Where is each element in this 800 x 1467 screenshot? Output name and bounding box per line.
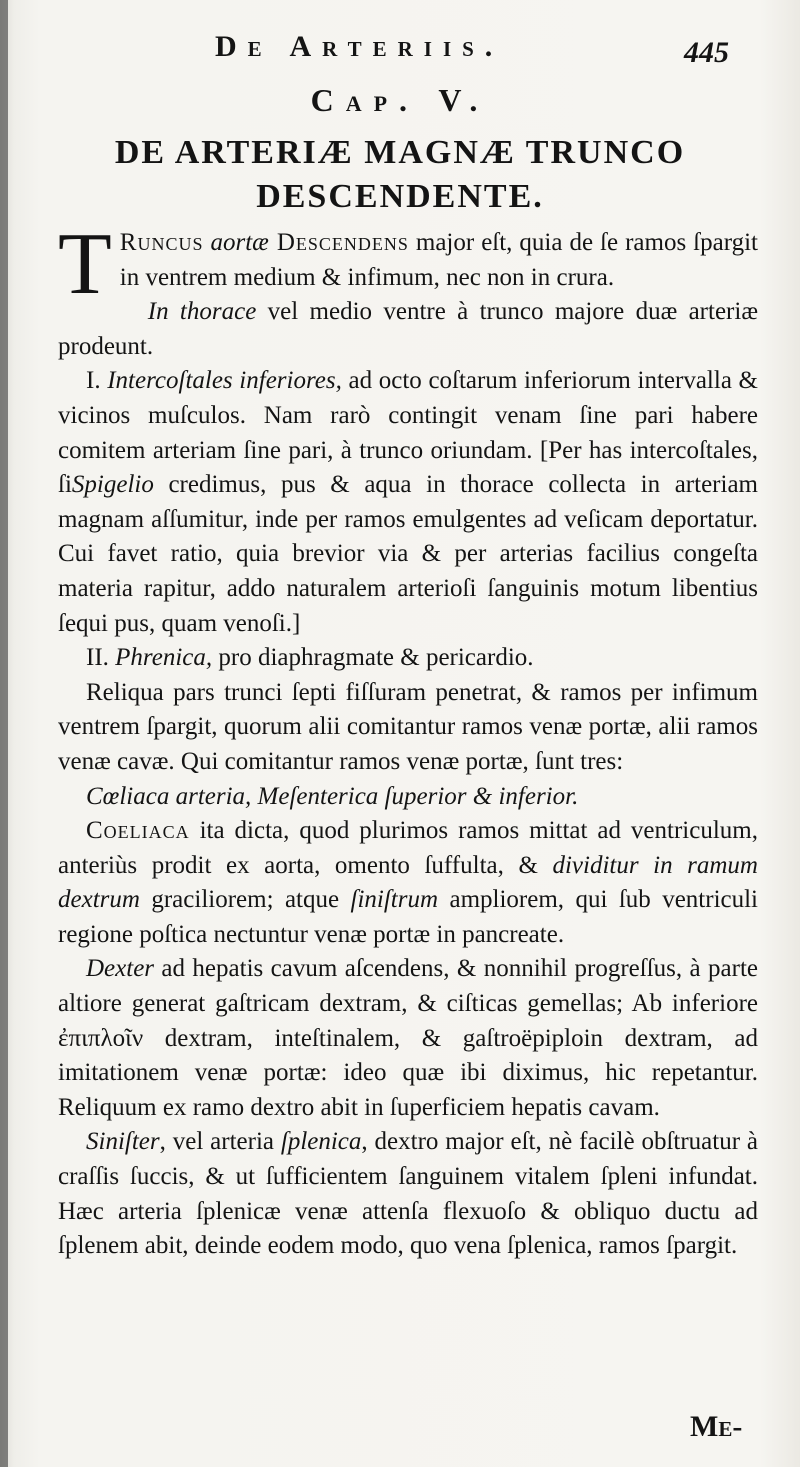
p4-text: pro diaphragmate & pericardio. (212, 644, 534, 672)
p7-italic: dividitur in ramum dextrum (58, 851, 758, 914)
catchword: Me- (690, 1410, 743, 1443)
p8-italic: Dexter (86, 955, 155, 983)
p8-text: ad hepatis cavum aſcendens, & nonnihil progreſſus, à parte altiore generat gaſtricam dextram, & ciſticas gemellas; Ab inferiore (58, 955, 758, 1018)
chapter-title-line-2: DESCENDENTE. (256, 178, 544, 215)
p7-italic-2: ſiniſtrum (339, 886, 439, 914)
p7-smallcaps: Coeliaca (86, 817, 190, 845)
p8-greek: ἐπιπλοῖν (58, 1024, 144, 1052)
paragraph-3 (58, 364, 758, 641)
p1-text: major eſt, quia de ſe ramos ſpargit in ventrem medium & infimum, nec non in crura. (119, 229, 758, 291)
paragraph-8 (58, 952, 758, 1125)
paragraph-4 (58, 641, 758, 676)
p3-italic: Intercoſtales inferiores, (100, 367, 342, 395)
p9-text: , vel arteria (159, 1128, 274, 1156)
running-head: De Arteriis. (215, 30, 504, 63)
paragraph-7 (58, 814, 758, 952)
p2-italic: In thorace (147, 298, 257, 326)
chapter-title-line-1: DE ARTERIÆ MAGNÆ TRUNCO (114, 134, 686, 171)
paragraph-2 (58, 295, 758, 364)
p7-text-2: graciliorem; atque (139, 886, 340, 914)
paragraph-9 (58, 1125, 758, 1263)
body-text (58, 216, 759, 1264)
p3-text-2: credimus, pus & aqua in thorace collecta in arteriam magnam aſſumitur, inde per ramos emulgentes ad veſicam deportatur. Cui favet ratio, quia brevior via & per arterias facilius congeſta materia rapitur, addo naturalem arterioſi ſanguinis motum libentius ſequi pus, quam venoſi.] (58, 471, 758, 637)
paragraph-5 (58, 676, 758, 780)
p3-text: ad octo coſtarum inferiorum intervalla & vicinos muſculos. Nam rarò contingit venam ſine pari habere comitem arteriam ſine pari, à trunco oriundam. [Per has intercoſtales, ſi (58, 367, 759, 499)
p7-text: ita dicta, quod plurimos ramos mittat ad ventriculum, anteriùs prodit ex aorta, omento ſuffulta, & (58, 817, 758, 879)
paragraph-6 (58, 780, 758, 815)
page-gutter (0, 0, 8, 1467)
p4-number: II. (86, 644, 109, 672)
p1-smallcaps: Descendens (268, 229, 409, 256)
p7-text-3: ampliorem, qui ſub ventriculi regione poſtica nectuntur venæ portæ in pancreate. (58, 886, 759, 948)
p5-text: Reliqua pars trunci ſepti fiſſuram penetrat, & ramos per infimum ventrem ſpargit, quorum alii comitantur ramos venæ portæ, alii ramos venæ cavæ. Qui comitantur ramos venæ portæ, ſunt tres: (58, 678, 758, 775)
p1-italic: aortæ (203, 229, 269, 256)
p1-lead: Runcus (119, 229, 204, 256)
p9-italic-2: ſplenica (274, 1128, 362, 1156)
chapter-label: Cap. V. (310, 82, 490, 118)
p3-italic-2: Spigelio (71, 471, 154, 499)
page-number: 445 (684, 36, 729, 69)
p8-text-2: dextram, inteſtinalem, & gaſtroëpiploin dextram, ad imitationem venæ portæ: ideo quæ ibi diximus, hic repetantur. Reliquum ex ramo dextro abit in ſuperficiem hepatis cavam. (58, 1024, 758, 1121)
p9-text-2: , dextro major eſt, nè facilè obſtruatur à craſſis ſuccis, & ut ſufficientem ſanguinem vitalem ſpleni infundat. Hæc arteria ſplenicæ venæ attenſa flexuoſo & obliquo ductu ad ſplenem abit, deinde eodem modo, quo vena ſplenica, ramos ſpargit. (58, 1128, 759, 1260)
p2-text: vel medio ventre à trunco majore duæ arteriæ prodeunt. (58, 298, 758, 360)
drop-cap: T (58, 216, 112, 313)
p3-number: I. (86, 367, 101, 395)
p4-italic: Phrenica, (108, 644, 213, 672)
p6-italic: Cœliaca arteria, Meſenterica ſuperior & inferior. (86, 782, 579, 810)
p9-italic: Siniſter (86, 1128, 160, 1156)
